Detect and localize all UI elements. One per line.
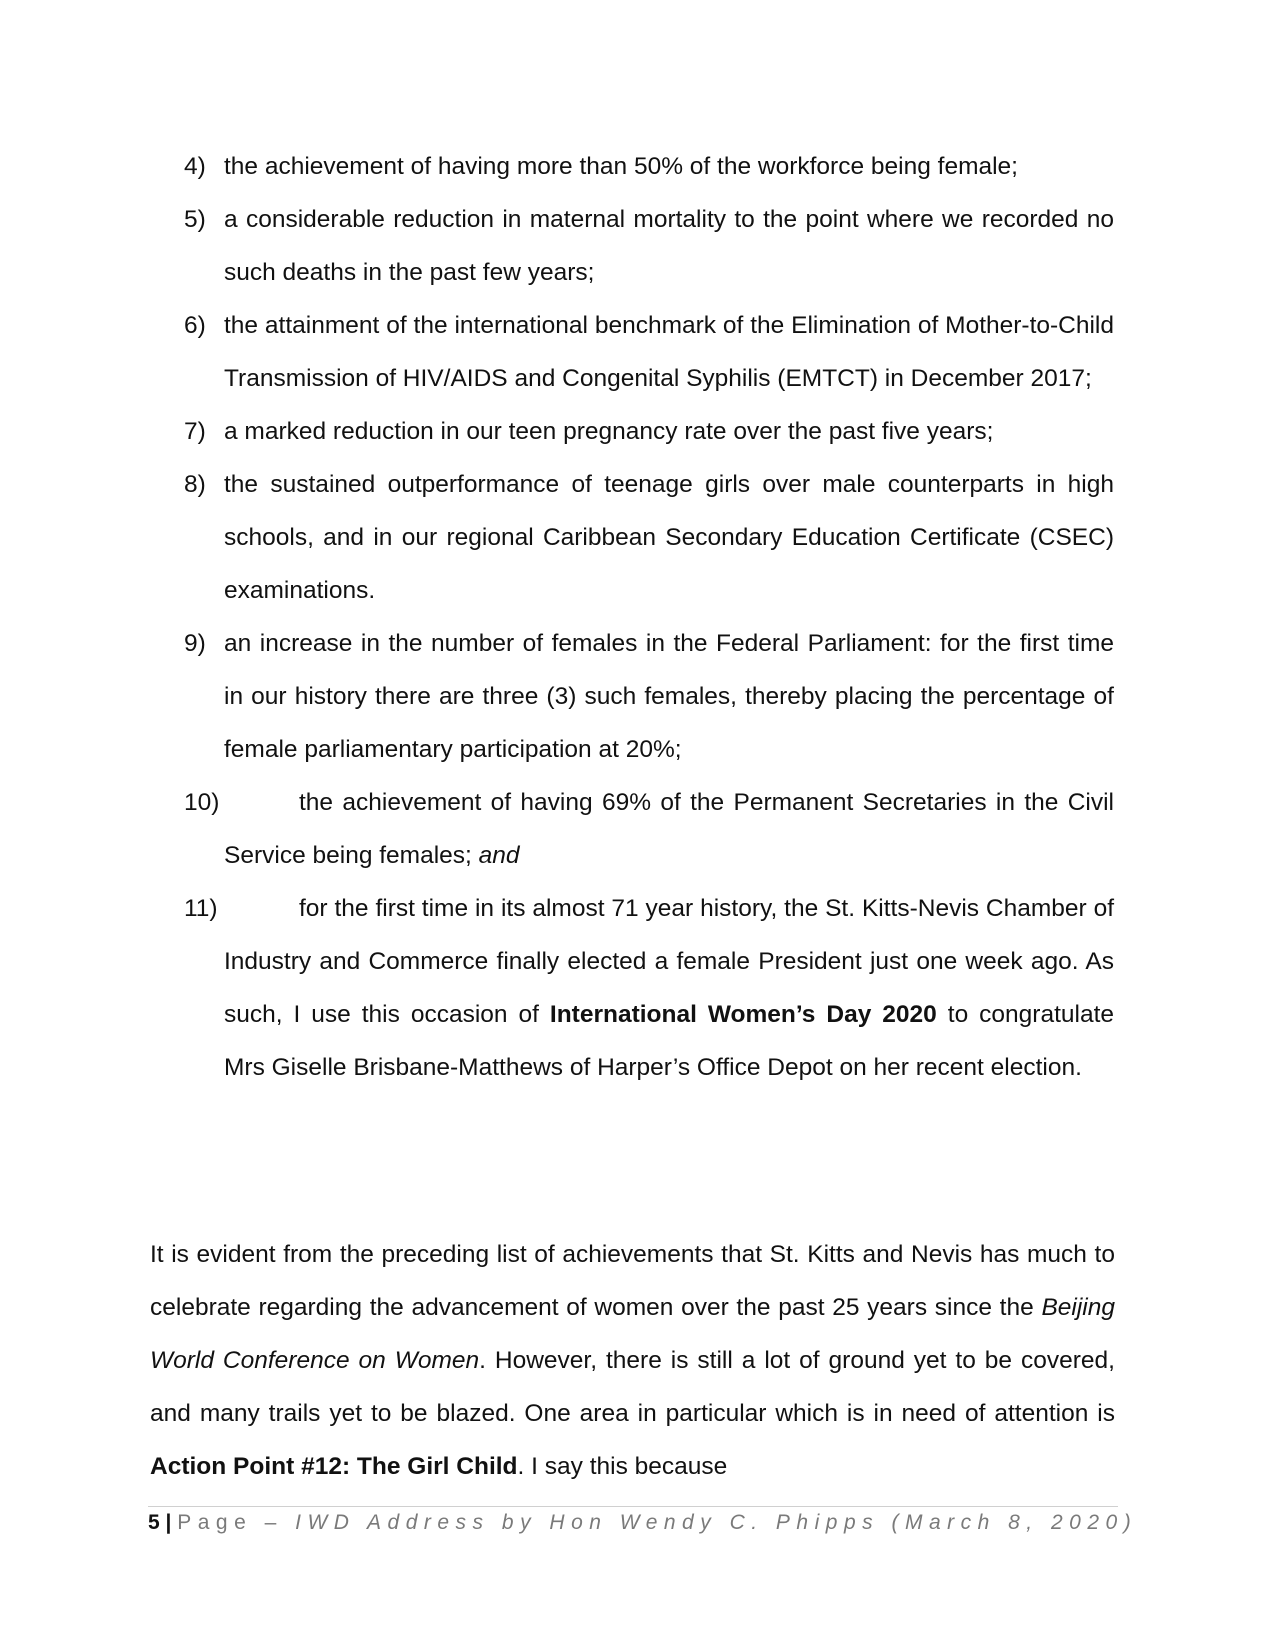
footer-description: IWD Address by Hon Wendy C. Phipps (March 8, 2020) bbox=[295, 1511, 1138, 1534]
footer-separator: | bbox=[159, 1511, 178, 1534]
item-text: for the first time in its almost 71 year history, the St. Kitts-Nevis Chamber of Industry and Commerce finally elected a female President just one week ago. As such, I use this occasion of bbox=[224, 895, 1114, 1028]
item-number: 10) bbox=[184, 789, 220, 816]
paragraph-italic: Beijing World Conference on Women bbox=[150, 1294, 1115, 1374]
item-text-italic: and bbox=[478, 842, 520, 869]
item-text-continued: to congratulate Mrs Giselle Brisbane-Matthews of Harper’s Office Depot on her recent election. bbox=[224, 1001, 1115, 1081]
footer-page-label: Page – bbox=[177, 1511, 296, 1534]
item-text-bold: International Women’s Day 2020 bbox=[549, 1001, 937, 1028]
item-number: 6) bbox=[184, 312, 206, 339]
page-footer bbox=[148, 1508, 1148, 1538]
list-item-5 bbox=[184, 193, 1114, 299]
footer-divider bbox=[148, 1506, 1118, 1507]
item-text: a considerable reduction in maternal mortality to the point where we recorded no such deaths in the past few years; bbox=[224, 206, 1114, 286]
item-number: 11) bbox=[184, 895, 218, 922]
list-item-11 bbox=[184, 882, 1115, 1094]
item-text: the achievement of having 69% of the Permanent Secretaries in the Civil Service being females; bbox=[224, 789, 1114, 869]
paragraph-text-3: . I say this because bbox=[517, 1453, 728, 1480]
list-item-4 bbox=[184, 140, 1114, 193]
list-item-10 bbox=[184, 776, 1114, 882]
item-text: the achievement of having more than 50% of the workforce being female; bbox=[224, 153, 1018, 180]
item-text: the attainment of the international benchmark of the Elimination of Mother-to-Child Transmission of HIV/AIDS and Congenital Syphilis (EMTCT) in December 2017; bbox=[224, 312, 1114, 392]
item-number: 9) bbox=[184, 630, 206, 657]
paragraph-text: It is evident from the preceding list of achievements that St. Kitts and Nevis has much to celebrate regarding the advancement of women over the past 25 years since the bbox=[150, 1241, 1115, 1321]
item-text: a marked reduction in our teen pregnancy rate over the past five years; bbox=[224, 418, 994, 445]
numbered-list bbox=[0, 140, 1275, 1094]
item-number: 8) bbox=[184, 471, 206, 498]
list-item-9 bbox=[184, 617, 1114, 776]
body-paragraph bbox=[150, 1228, 1115, 1493]
item-text: the sustained outperformance of teenage girls over male counterparts in high schools, and in our regional Caribbean Secondary Education Certificate (CSEC) examinations. bbox=[224, 471, 1114, 604]
list-item-6 bbox=[184, 299, 1114, 405]
item-number: 5) bbox=[184, 206, 206, 233]
list-item-8 bbox=[184, 458, 1114, 617]
item-text: an increase in the number of females in the Federal Parliament: for the first time in our history there are three (3) such females, thereby placing the percentage of female parliamentary participation at 20%; bbox=[224, 630, 1114, 763]
item-number: 7) bbox=[184, 418, 206, 445]
list-item-7 bbox=[184, 405, 1114, 458]
paragraph-text-2: . However, there is still a lot of ground yet to be covered, and many trails yet to be blazed. One area in particular which is in need of attention is bbox=[150, 1347, 1115, 1427]
paragraph-bold: Action Point #12: The Girl Child bbox=[150, 1453, 518, 1480]
item-number: 4) bbox=[184, 153, 206, 180]
page-number: 5 bbox=[148, 1511, 160, 1534]
